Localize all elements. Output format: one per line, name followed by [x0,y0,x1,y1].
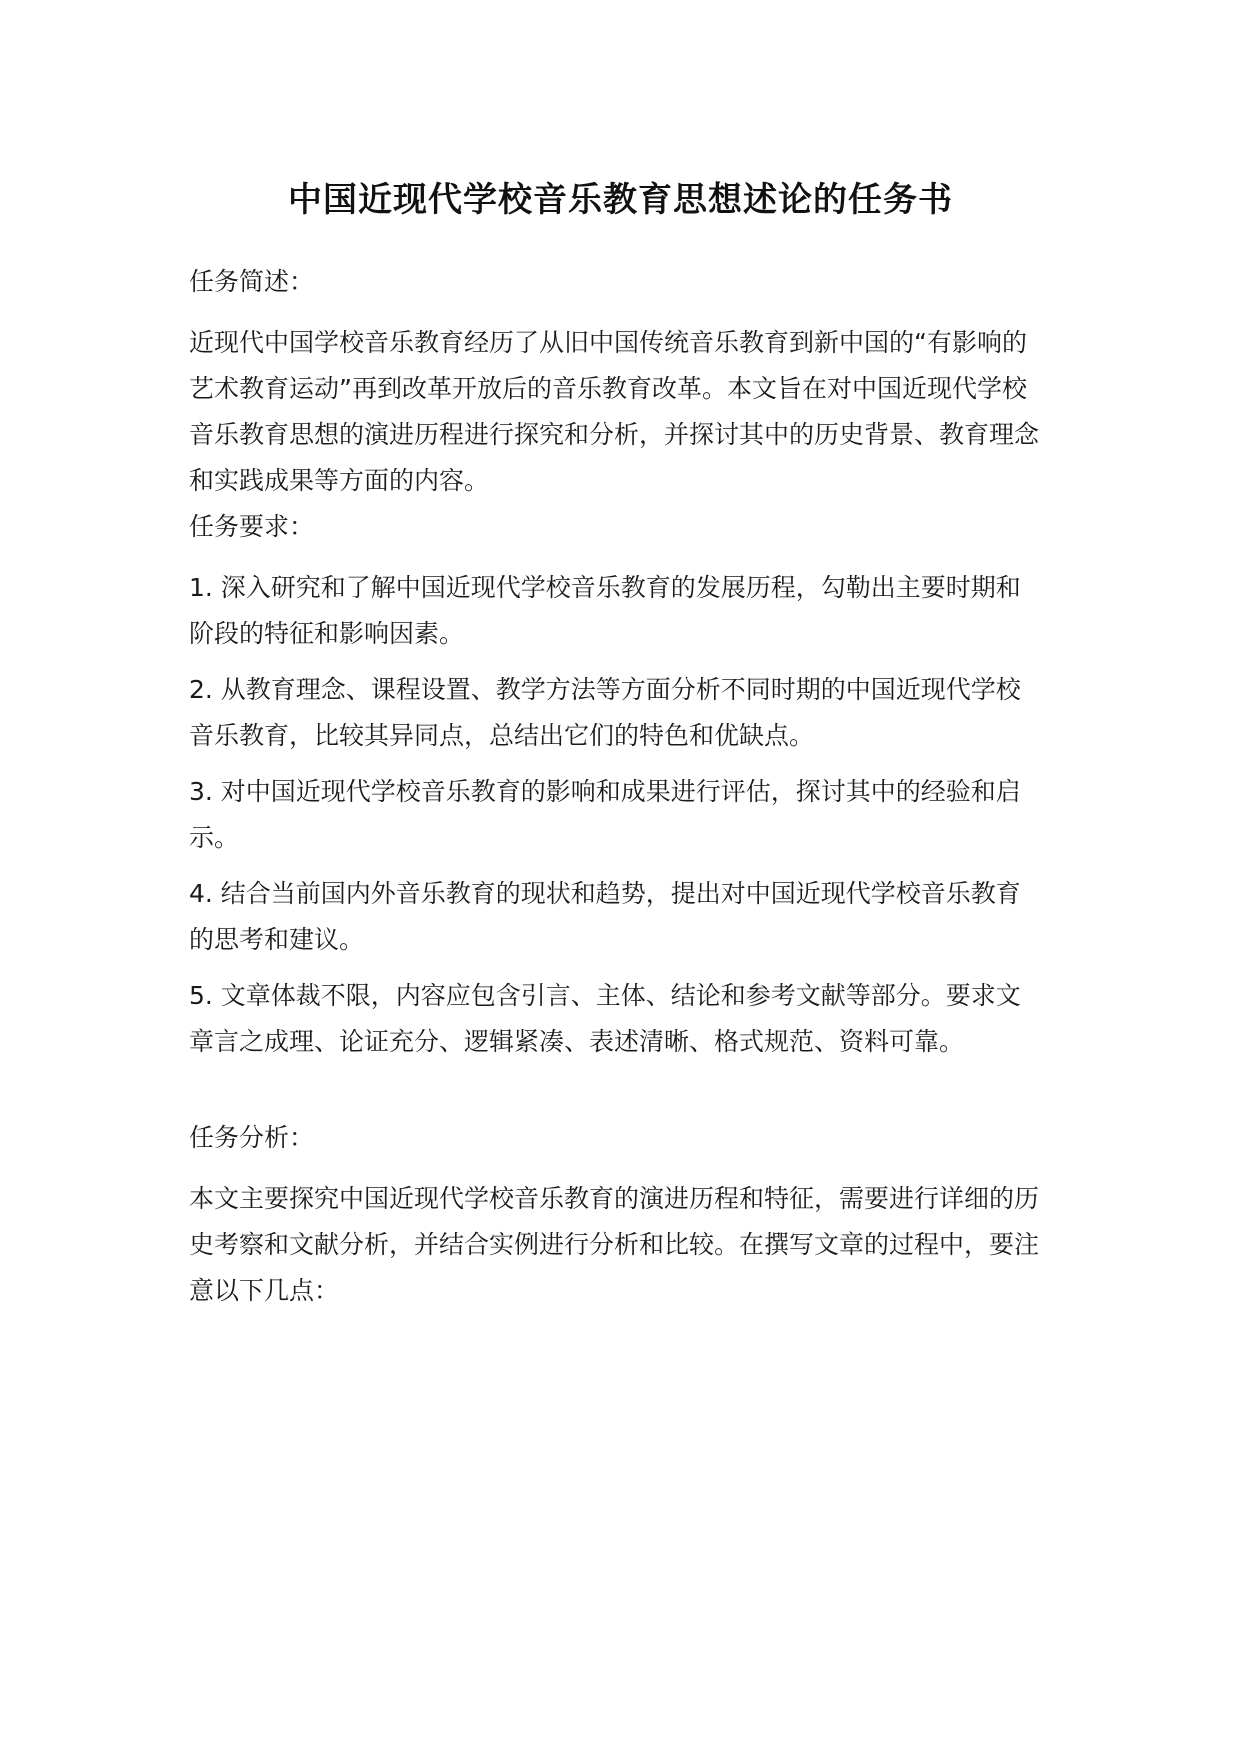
analysis-heading: 任务分析： [189,1123,315,1152]
requirements-heading: 任务要求： [189,512,315,541]
requirement-item-4: 4. 结合当前国内外音乐教育的现状和趋势，提出对中国近现代学校音乐教育的思考和建议。 [189,879,1021,954]
overview-paragraph: 近现代中国学校音乐教育经历了从旧中国传统音乐教育到新中国的“有影响的艺术教育运动”再到改革开放后的音乐教育改革。本文旨在对中国近现代学校音乐教育思想的演进历程进行探究和分析，并探讨其中的历史背景、教育理念和实践成果等方面的内容。 [189,328,1040,495]
requirement-item-1: 1. 深入研究和了解中国近现代学校音乐教育的发展历程，勾勒出主要时期和阶段的特征和影响因素。 [189,573,1021,648]
requirement-item-3: 3. 对中国近现代学校音乐教育的影响和成果进行评估，探讨其中的经验和启示。 [189,777,1021,852]
requirement-item-5: 5. 文章体裁不限，内容应包含引言、主体、结论和参考文献等部分。要求文章言之成理、论证充分、逻辑紧凑、表述清晰、格式规范、资料可靠。 [189,981,1021,1056]
analysis-paragraph: 本文主要探究中国近现代学校音乐教育的演进历程和特征，需要进行详细的历史考察和文献分析，并结合实例进行分析和比较。在撰写文章的过程中，要注意以下几点： [189,1184,1040,1305]
overview-heading: 任务简述： [189,267,315,296]
document-title: 中国近现代学校音乐教育思想述论的任务书 [288,180,953,220]
requirement-item-2: 2. 从教育理念、课程设置、教学方法等方面分析不同时期的中国近现代学校音乐教育，比较其异同点，总结出它们的特色和优缺点。 [189,675,1021,750]
